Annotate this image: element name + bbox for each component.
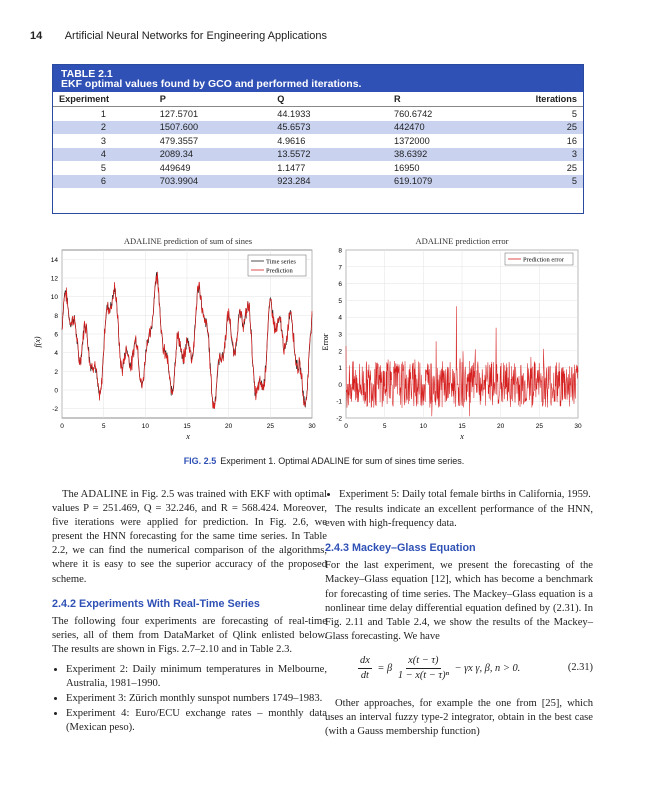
- table-cell: 45.6573: [271, 121, 388, 135]
- table-cell: 25: [505, 121, 583, 135]
- x-tick-label: 15: [458, 423, 466, 430]
- x-tick-label: 10: [141, 423, 149, 430]
- right-para-2: For the last experiment, we present the forecasting of the Mackey–Glass equation [12], which has become a benchmark for forecasting of time series. The Mackey–Glass equation is a nonlinear time delay differential equation defined by (2.31). In Fig. 2.11 and Table 2.4, we show the results of the Mackey–Glass forecasting. We have: [325, 560, 593, 642]
- x-tick-label: 5: [101, 423, 106, 430]
- y-tick-label: 12: [50, 275, 58, 283]
- table-cell: 5: [571, 108, 577, 119]
- table-row: [53, 148, 583, 162]
- col-q: Q: [271, 92, 388, 107]
- y-tick-label: 10: [50, 294, 58, 302]
- x-tick-label: 30: [308, 423, 316, 430]
- col-r: R: [388, 92, 506, 107]
- table-cell: 923.284: [271, 175, 388, 189]
- table-cell: 127.5701: [159, 108, 199, 119]
- table-cell: 16950: [393, 162, 420, 173]
- y-tick-label: 7: [338, 264, 342, 272]
- table-cell: 1.1477: [277, 162, 306, 173]
- table-label: TABLE 2.1: [61, 68, 113, 80]
- chart2-legend: [505, 253, 573, 265]
- table-cell: 6: [53, 175, 154, 189]
- y-tick-label: -2: [336, 415, 342, 423]
- chart1-title: ADALINE prediction of sum of sines: [123, 236, 253, 246]
- eq-lhs-den: dt: [360, 670, 369, 682]
- table-cell: 16: [566, 135, 577, 146]
- y-tick-label: 8: [54, 312, 58, 320]
- list-item: • Experiment 3: Zürich monthly sunspot numbers 1749–1983.: [66, 692, 327, 706]
- book-title: Artificial Neural Networks for Engineering Applications: [64, 30, 327, 42]
- table-cell: 38.6392: [388, 148, 506, 162]
- col-iterations: Iterations: [505, 92, 583, 107]
- list-item: • Experiment 4: Euro/ECU exchange rates – monthly data (Mexican peso).: [66, 707, 327, 735]
- x-tick-label: 5: [382, 423, 387, 430]
- equation-2-31: [325, 654, 593, 683]
- x-tick-label: 25: [535, 423, 543, 430]
- y-tick-label: -2: [52, 406, 58, 414]
- section-heading-2-4-2: 2.4.2 Experiments With Real-Time Series: [52, 597, 260, 610]
- x-tick-label: 15: [183, 423, 191, 430]
- table-cell: 3: [505, 148, 583, 162]
- eq-rest: − γx γ, β, n > 0.: [454, 662, 521, 674]
- page-number: 14: [30, 30, 43, 42]
- table-2-1: [52, 64, 584, 214]
- y-tick-label: 0: [338, 381, 342, 389]
- table-cell: 5: [505, 175, 583, 189]
- eq-number: (2.31): [567, 662, 593, 674]
- table-cell: 1372000: [393, 135, 430, 146]
- eq-lhs-num: dx: [358, 654, 372, 669]
- y-tick-label: 1: [338, 365, 342, 373]
- legend-time-series: Time series: [266, 258, 296, 266]
- table-row: [53, 175, 583, 189]
- table-title: [53, 65, 583, 92]
- table-cell: 1507.600: [154, 121, 272, 135]
- figure-caption-text: Experiment 1. Optimal ADALINE for sum of sines time series.: [220, 456, 465, 466]
- right-para-1: The results indicate an excellent performance of the HNN, even with high-frequency data.: [325, 504, 593, 530]
- chart1-legend: [248, 255, 306, 276]
- list-item: • Experiment 5: Daily total female births in California, 1959.: [339, 488, 593, 502]
- table-cell: 619.1079: [388, 175, 506, 189]
- table-cell: 3: [100, 135, 106, 146]
- table-cell: 4.9616: [277, 135, 306, 146]
- right-para-3: Other approaches, for example the one from [25], which uses an interval fuzzy type-2 integrator, obtain in the best case (with a Gauss membership function): [325, 698, 593, 738]
- table-row: [53, 121, 583, 135]
- y-tick-label: 6: [338, 281, 342, 289]
- x-tick-label: 20: [225, 423, 233, 430]
- table-cell: 25: [566, 162, 577, 173]
- eq-den: 1 − x(t − τ)ⁿ: [397, 670, 449, 682]
- legend-prediction-error: Prediction error: [523, 256, 564, 264]
- left-para-2: The following four experiments are forecasting of real-time series, all of them from DataMarket of Qlink enlisted below. The results are shown in Figs. 2.7–2.10 and in Table 2.3.: [52, 615, 327, 655]
- y-tick-label: 2: [54, 368, 58, 376]
- legend-prediction: Prediction: [266, 267, 293, 275]
- experiment-list-continued: [325, 488, 593, 502]
- left-column: [52, 488, 327, 737]
- table-cell: 449649: [159, 162, 191, 173]
- x-tick-label: 0: [60, 423, 64, 430]
- x-tick-label: 30: [574, 423, 582, 430]
- table-cell: 703.9904: [154, 175, 272, 189]
- table-header-row: [53, 92, 583, 107]
- figure-label: FIG. 2.5: [183, 456, 217, 466]
- table-cell: 760.6742: [393, 108, 433, 119]
- right-column: [325, 488, 593, 745]
- y-tick-label: 6: [54, 331, 58, 339]
- results-table: [53, 92, 583, 188]
- chart2-xlabel: x: [460, 432, 464, 441]
- table-cell: 44.1933: [277, 108, 311, 119]
- y-tick-label: 0: [54, 387, 58, 395]
- y-tick-label: -1: [336, 398, 342, 406]
- y-tick-label: 4: [338, 314, 342, 322]
- y-tick-label: 4: [54, 350, 58, 358]
- running-header: [30, 30, 590, 42]
- y-tick-label: 8: [338, 247, 342, 255]
- list-item: • Experiment 2: Daily minimum temperatures in Melbourne, Australia, 1981–1990.: [66, 663, 327, 691]
- x-tick-label: 20: [497, 423, 505, 430]
- figure-2-5: [0, 232, 648, 444]
- y-tick-label: 3: [338, 331, 342, 339]
- table-row: [53, 134, 583, 148]
- section-heading-2-4-3: 2.4.3 Mackey–Glass Equation: [325, 542, 476, 555]
- y-tick-label: 14: [50, 256, 58, 264]
- table-cell: 479.3557: [159, 135, 199, 146]
- table-cell: 5: [100, 162, 106, 173]
- left-para-1: The ADALINE in Fig. 2.5 was trained with EKF with optimal values P = 251.469, Q = 32.246, and R = 568.424. Moreover, five iterations were applied for prediction. In Fig. 2.6, we present the HNN forecasting for the same time series. In Table 2.2, we can find the numerical comparison of the algorithms, where it is easy to see the superior accuracy of the proposed scheme.: [52, 489, 327, 585]
- col-experiment: Experiment: [53, 92, 154, 107]
- y-tick-label: 5: [338, 297, 342, 305]
- eq-beta: = β: [377, 662, 393, 674]
- figure-caption: [0, 456, 648, 466]
- chart2-title: ADALINE prediction error: [415, 236, 509, 246]
- chart1-ylabel: f(x): [33, 336, 42, 348]
- experiment-list: [52, 663, 327, 735]
- x-tick-label: 10: [419, 423, 427, 430]
- chart1-xlabel: x: [186, 432, 190, 441]
- figure-svg: [0, 232, 648, 444]
- table-cell: 1: [100, 108, 106, 119]
- table-caption: EKF optimal values found by GCO and performed iterations.: [61, 78, 362, 90]
- table-cell: 442470: [388, 121, 506, 135]
- table-cell: 4: [53, 148, 154, 162]
- x-tick-label: 0: [344, 423, 348, 430]
- table-cell: 2089.34: [154, 148, 272, 162]
- y-tick-label: 2: [338, 348, 342, 356]
- col-p: P: [154, 92, 272, 107]
- x-tick-label: 25: [266, 423, 274, 430]
- table-cell: 2: [53, 121, 154, 135]
- table-row: [53, 161, 583, 175]
- table-cell: 13.5572: [271, 148, 388, 162]
- table-row: [53, 107, 583, 121]
- eq-num: x(t − τ): [406, 654, 440, 669]
- chart2-ylabel: Error: [321, 333, 330, 351]
